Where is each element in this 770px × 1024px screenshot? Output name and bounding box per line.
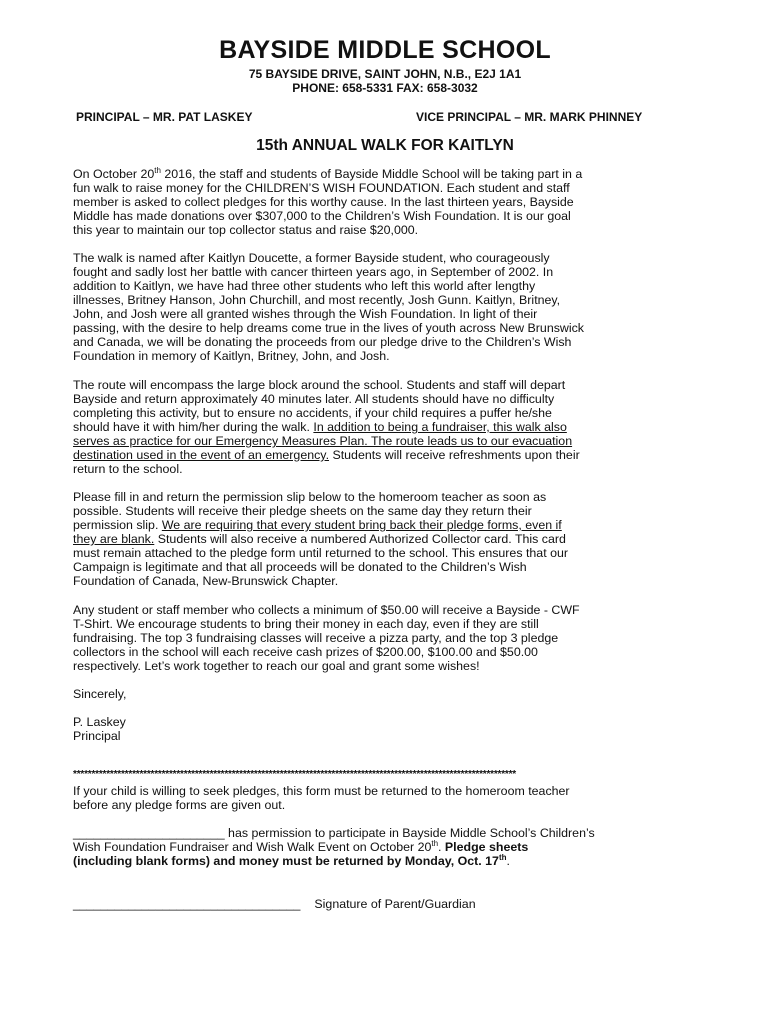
paragraph-prizes: Any student or staff member who collects a minimum of $50.00 will receive a Bayside - CWF T-Shirt. We encourage students to bring their money in each day, even if they are still fundraising. The top 3 fundraising classes will receive a pizza party, and the top 3 pledge collectors in the school will each receive cash prizes of $200.00, $100.00 and $50.00 respectively. Let’s work together to reach our goal and grant some wishes! bbox=[73, 603, 580, 673]
paragraph-route: The route will encompass the large block around the school. Students and staff will depart Bayside and return approximately 40 minutes later. All students should have no difficulty completing this activity, but to ensure no accidents, if your child requires a puffer he/she should have it with him/her during the walk. In addition to being a fundraiser, this walk also serves as practice for our Emergency Measures Plan. The route leads us to our evacuation destination used in the event of an emergency. Students will receive refreshments upon their return to the school. bbox=[73, 378, 580, 476]
paragraph-kaitlyn: The walk is named after Kaitlyn Doucette, a former Bayside student, who courageously fought and sadly lost her battle with cancer thirteen years ago, in September of 2002. In addition to Kaitlyn, we have had three other students who left this world after lengthy illnesses, Britney Hanson, John Churchill, and most recently, Josh Gunn. Kaitlyn, Britney, John, and Josh were all granted wishes through the Wish Foundation. In light of their passing, with the desire to help dreams come true in the lives of youth across New Brunswick and Canada, we will be donating the proceeds from our pledge drive to the Children’s Wish Foundation in memory of Kaitlyn, Britney, John, and Josh. bbox=[73, 251, 585, 363]
paragraph-permission: Please fill in and return the permission slip below to the homeroom teacher as soon as possible. Students will receive their pledge sheets on the same day they return their permission slip. We are requiring that every student bring back their pledge forms, even if they are blank. Students will also receive a numbered Authorized Collector card. This card must remain attached to the pledge form until returned to the school. This ensures that our Campaign is legitimate and that all proceeds will be donated to the Children’s Wish Foundation of Canada, New-Brunswick Chapter. bbox=[73, 490, 568, 588]
slip-signature-line bbox=[73, 897, 703, 911]
slip-intro: If your child is willing to seek pledges, this form must be returned to the homeroom teacher before any pledge forms are given out. bbox=[73, 784, 570, 812]
paragraph-intro: On October 20th 2016, the staff and students of Bayside Middle School will be taking part in a fun walk to raise money for the CHILDREN’S WISH FOUNDATION. Each student and staff member is asked to collect pledges for this worthy cause. In the last thirteen years, Bayside Middle has made donations over $307,000 to the Children’s Wish Foundation. It is our goal this year to maintain our top collector status and raise $20,000. bbox=[73, 165, 583, 237]
cut-line-separator: ************************************************************************************************************************ bbox=[73, 769, 516, 780]
closing-signature bbox=[73, 715, 703, 743]
closing-sincerely: Sincerely, bbox=[73, 687, 127, 701]
signer-role: Principal bbox=[73, 729, 121, 743]
vice-principal-name: VICE PRINCIPAL – MR. MARK PHINNEY bbox=[416, 110, 643, 124]
principal-name: PRINCIPAL – MR. PAT LASKEY bbox=[76, 110, 253, 124]
school-address: 75 BAYSIDE DRIVE, SAINT JOHN, N.B., E2J 1A1 bbox=[248, 67, 522, 81]
student-name-blank[interactable]: ______________________ bbox=[73, 826, 225, 840]
signer-name: P. Laskey bbox=[73, 715, 126, 729]
school-phone-fax: PHONE: 658-5331 FAX: 658-3032 bbox=[292, 81, 478, 95]
parent-signature-blank[interactable]: _________________________________ bbox=[73, 897, 301, 911]
signature-label: Signature of Parent/Guardian bbox=[314, 897, 476, 911]
school-name: BAYSIDE MIDDLE SCHOOL bbox=[219, 36, 551, 64]
slip-permission-statement: ______________________ has permission to participate in Bayside Middle School’s Children’s Wish Foundation Fundraiser and Wish Walk Event on October 20th. Pledge sheets (including blank forms) and money must be returned by Monday, Oct. 17th. bbox=[73, 826, 595, 868]
letter-title: 15th ANNUAL WALK FOR KAITLYN bbox=[256, 137, 514, 154]
